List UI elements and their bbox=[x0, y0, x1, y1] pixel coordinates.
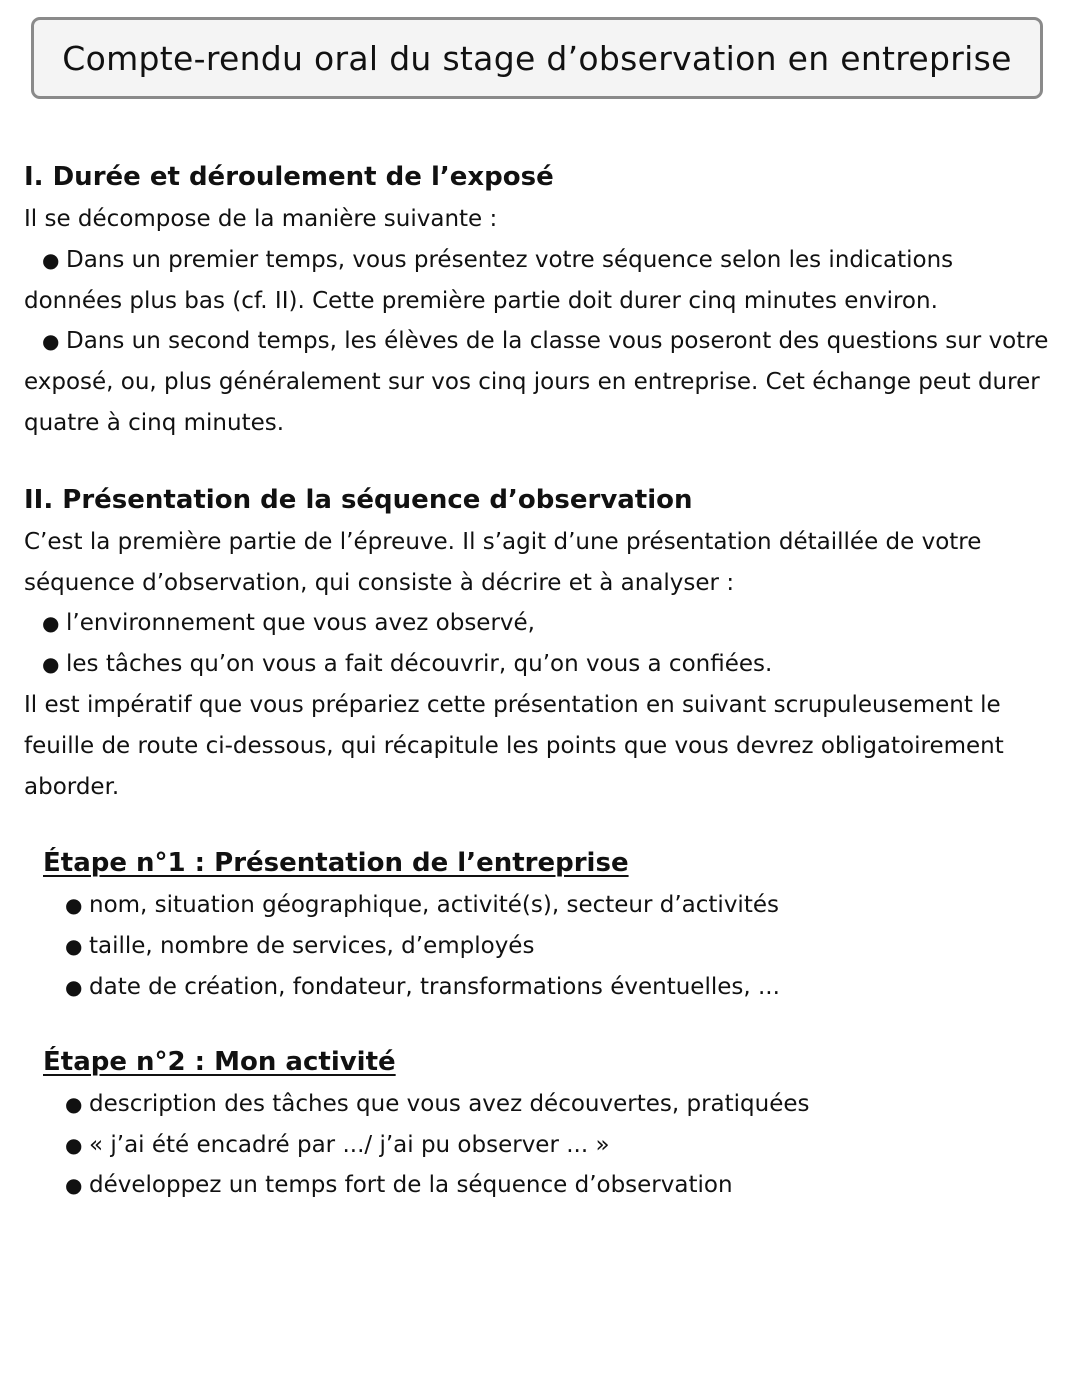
page-title: Compte-rendu oral du stage d’observation en entreprise bbox=[62, 38, 1012, 78]
section-1-bullet-text: Dans un second temps, les élèves de la classe vous poseront des questions sur votre exposé, ou, plus généralement sur vos cinq jours en entreprise. Cet échange peut durer quatre à cinq minutes. bbox=[24, 328, 1049, 436]
list-item-text: les tâches qu’on vous a fait découvrir, qu’on vous a confiées. bbox=[66, 651, 773, 678]
bullet-icon: ● bbox=[65, 1132, 83, 1157]
list-item-text: nom, situation géographique, activité(s), secteur d’activités bbox=[89, 892, 779, 919]
bullet-icon: ● bbox=[65, 974, 83, 999]
list-item bbox=[65, 1165, 1054, 1206]
list-item bbox=[42, 603, 1054, 644]
list-item bbox=[42, 644, 1054, 685]
etape-2-heading: Étape n°2 : Mon activité bbox=[43, 1046, 396, 1077]
section-2-intro: C’est la première partie de l’épreuve. Il s’agit d’une présentation détaillée de votre séquence d’observation, qui consiste à décrire et à analyser : bbox=[24, 528, 982, 596]
list-item-text: description des tâches que vous avez découvertes, pratiquées bbox=[89, 1090, 810, 1117]
title-box bbox=[31, 17, 1043, 99]
bullet-icon: ● bbox=[65, 1091, 83, 1116]
list-item-text: taille, nombre de services, d’employés bbox=[89, 933, 535, 960]
section-1-intro: Il se décompose de la manière suivante : bbox=[24, 206, 498, 232]
bullet-icon: ● bbox=[42, 329, 60, 354]
etape-1-heading: Étape n°1 : Présentation de l’entreprise bbox=[43, 848, 629, 879]
list-item-text: date de création, fondateur, transformations éventuelles, ... bbox=[89, 973, 780, 1000]
section-2-list bbox=[24, 603, 1054, 685]
list-item-text: « j’ai été encadré par .../ j’ai pu observer ... » bbox=[89, 1131, 610, 1158]
section-1-bullet bbox=[24, 321, 1054, 443]
bullet-icon: ● bbox=[42, 652, 60, 677]
list-item bbox=[65, 1125, 1054, 1166]
section-2-heading: II. Présentation de la séquence d’observation bbox=[24, 484, 693, 515]
bullet-icon: ● bbox=[42, 247, 60, 272]
document-body bbox=[24, 155, 1054, 1206]
list-item bbox=[65, 967, 1054, 1008]
bullet-icon: ● bbox=[65, 893, 83, 918]
section-2-closing: Il est impératif que vous prépariez cette présentation en suivant scrupuleusement le feuille de route ci-dessous, qui récapitule les points que vous devrez obligatoirement aborder. bbox=[24, 691, 1004, 800]
etape-2-list bbox=[24, 1084, 1054, 1206]
list-item-text: l’environnement que vous avez observé, bbox=[66, 610, 535, 637]
section-1-heading: I. Durée et déroulement de l’exposé bbox=[24, 162, 554, 192]
bullet-icon: ● bbox=[42, 611, 60, 636]
bullet-icon: ● bbox=[65, 934, 83, 959]
list-item-text: développez un temps fort de la séquence d’observation bbox=[89, 1172, 733, 1199]
bullet-icon: ● bbox=[65, 1173, 83, 1198]
list-item bbox=[65, 926, 1054, 967]
list-item bbox=[65, 885, 1054, 926]
etape-1-list bbox=[24, 885, 1054, 1007]
section-1-bullet bbox=[24, 240, 1054, 322]
list-item bbox=[65, 1084, 1054, 1125]
section-1-bullet-text: Dans un premier temps, vous présentez votre séquence selon les indications données plus bas (cf. II). Cette première partie doit durer cinq minutes environ. bbox=[24, 246, 954, 314]
